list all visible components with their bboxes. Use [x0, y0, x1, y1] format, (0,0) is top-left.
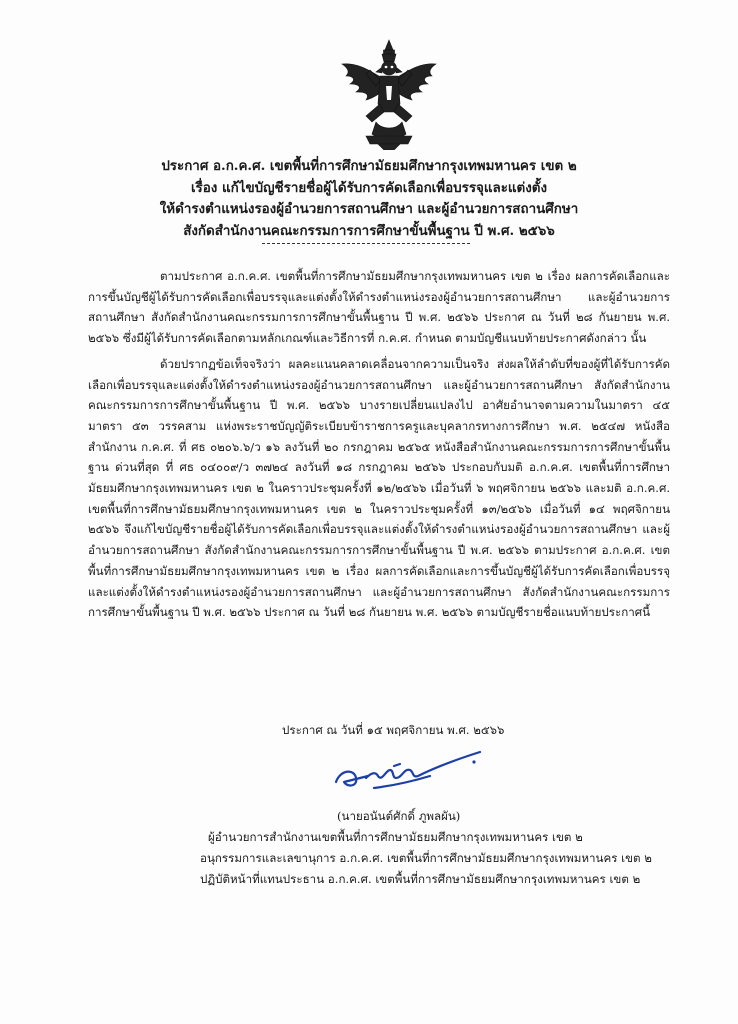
- body-paragraph: ด้วยปรากฏข้อเท็จจริงว่า ผลคะแนนคลาดเคลื่อนจากความเป็นจริง ส่งผลให้ลำดับที่ของผู้ที่ได้รับการคัดเลือกเพื่อบรรจุและแต่งตั้งให้ดำรงตำแหน่งรองผู้อำนวยการสถานศึกษา และผู้อำนวยการสถานศึกษา สังกัดสำนักงานคณะกรรมการการศึกษาขั้นพื้นฐาน ปี พ.ศ. ๒๕๖๖ บางรายเปลี่ยนแปลงไป อาศัยอำนาจตามความในมาตรา ๔๕ มาตรา ๕๓ วรรคสาม แห่งพระราชบัญญัติระเบียบข้าราชการครูและบุคลากรทางการศึกษา พ.ศ. ๒๕๔๗ หนังสือสำนักงาน ก.ค.ศ. ที่ ศธ ๐๒๐๖.๖/ว ๑๖ ลงวันที่ ๒๐ กรกฎาคม ๒๕๖๕ หนังสือสำนักงานคณะกรรมการการศึกษาขั้นพื้นฐาน ด่วนที่สุด ที่ ศธ ๐๔๐๐๙/ว ๓๗๒๔ ลงวันที่ ๑๘ กรกฎาคม ๒๕๖๖ ประกอบกับมติ อ.ก.ค.ศ. เขตพื้นที่การศึกษามัธยมศึกษากรุงเทพมหานคร เขต ๒ ในคราวประชุมครั้งที่ ๑๒/๒๕๖๖ เมื่อวันที่ ๖ พฤศจิกายน ๒๕๖๖ และมติ อ.ก.ค.ศ. เขตพื้นที่การศึกษามัธยมศึกษากรุงเทพมหานคร เขต ๒ ในคราวประชุมครั้งที่ ๑๓/๒๕๖๖ เมื่อวันที่ ๑๔ พฤศจิกายน ๒๕๖๖ จึงแก้ไขบัญชีรายชื่อผู้ได้รับการคัดเลือกเพื่อบรรจุและแต่งตั้งให้ดำรงตำแหน่งรองผู้อำนวยการสถานศึกษา และผู้อำนวยการสถานศึกษา สังกัดสำนักงานคณะกรรมการการศึกษาขั้นพื้นฐาน ปี พ.ศ. ๒๕๖๖ ตามประกาศ อ.ก.ค.ศ. เขตพื้นที่การศึกษามัธยมศึกษากรุงเทพมหานคร เขต ๒ เรื่อง ผลการคัดเลือกและการขึ้นบัญชีผู้ได้รับการคัดเลือกเพื่อบรรจุและแต่งตั้งให้ดำรงตำแหน่งรองผู้อำนวยการสถานศึกษา และผู้อำนวยการสถานศึกษา สังกัดสำนักงานคณะกรรมการการศึกษาขั้นพื้นฐาน ปี พ.ศ. ๒๕๖๖ ประกาศ ณ วันที่ ๒๘ กันยายน พ.ศ. ๒๕๖๖ ตามบัญชีรายชื่อแนบท้ายประกาศนี้: [88, 356, 671, 620]
- body-paragraph: ตามประกาศ อ.ก.ค.ศ. เขตพื้นที่การศึกษามัธยมศึกษากรุงเทพมหานคร เขต ๒ เรื่อง ผลการคัดเลือกและการขึ้นบัญชีผู้ได้รับการคัดเลือกเพื่อบรรจุและแต่งตั้งให้ดำรงตำแหน่งรองผู้อำนวยการสถานศึกษา และผู้อำนวยการสถานศึกษา สังกัดสำนักงานคณะกรรมการการศึกษาขั้นพื้นฐาน ปี พ.ศ. ๒๕๖๖ ประกาศ ณ วันที่ ๒๘ กันยายน พ.ศ. ๒๕๖๖ ซึ่งมีผู้ได้รับการคัดเลือกตามหลักเกณฑ์และวิธีการที่ ก.ค.ศ. กำหนด ตามบัญชีแนบท้ายประกาศดังกล่าว นั้น: [88, 269, 670, 346]
- title-divider: [262, 243, 470, 244]
- title-line: ให้ดำรงตำแหน่งรองผู้อำนวยการสถานศึกษา และผู้อำนวยการสถานศึกษา: [159, 201, 579, 217]
- signer-name: (นายอนันต์ศักดิ์ ภูพลผัน): [337, 809, 461, 823]
- title-line: ประกาศ อ.ก.ค.ศ. เขตพื้นที่การศึกษามัธยมศึกษากรุงเทพมหานคร เขต ๒: [161, 158, 577, 174]
- handwritten-signature-icon: [330, 748, 490, 800]
- signer-position: อนุกรรมการและเลขานุการ อ.ก.ค.ศ. เขตพื้นที่การศึกษามัธยมศึกษากรุงเทพมหานคร เขต ๒: [200, 851, 652, 865]
- document-body: [88, 266, 670, 628]
- signer-block: [200, 806, 652, 890]
- garuda-emblem-icon: [336, 38, 442, 150]
- signer-position: ผู้อำนวยการสำนักงานเขตพื้นที่การศึกษามัธยมศึกษากรุงเทพมหานคร เขต ๒: [208, 830, 583, 844]
- announcement-date: ประกาศ ณ วันที่ ๑๕ พฤศจิกายน พ.ศ. ๒๕๖๖: [282, 723, 505, 737]
- document-title: [60, 156, 678, 242]
- title-line: เรื่อง แก้ไขบัญชีรายชื่อผู้ได้รับการคัดเลือกเพื่อบรรจุและแต่งตั้ง: [190, 179, 547, 196]
- title-line: สังกัดสำนักงานคณะกรรมการการศึกษาขั้นพื้นฐาน ปี พ.ศ. ๒๕๖๖: [183, 222, 555, 239]
- signer-position: ปฏิบัติหน้าที่แทนประธาน อ.ก.ค.ศ. เขตพื้นที่การศึกษามัธยมศึกษากรุงเทพมหานคร เขต ๒: [200, 872, 641, 886]
